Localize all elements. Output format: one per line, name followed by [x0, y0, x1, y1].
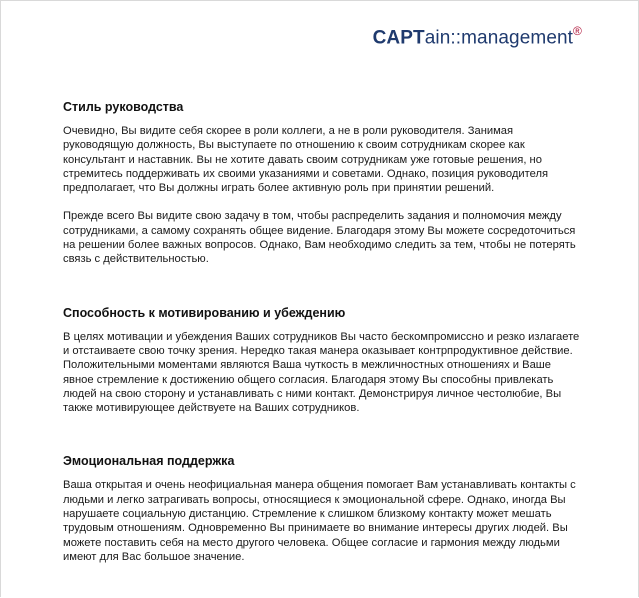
section-title: Эмоциональная поддержка: [63, 454, 235, 469]
section-paragraph: В целях мотивации и убеждения Ваших сотрудников Вы часто бескомпромиссно и резко излагаете и отстаиваете свою точку зрения. Нередко такая манера оказывает контрпродуктивное действие. Положительными моментами являются Ваша чуткость в межличностных отношениях и Ваше явное стремление к достижению общего согласия. Благодаря этому Вы способны привлекать людей на свою сторону и устанавливать с ними контакт. Демонстрируя личное честолюбие, Вы также мотивирующее действуете на Ваших сотрудников.: [63, 330, 580, 415]
section-paragraph: Очевидно, Вы видите себя скорее в роли коллеги, а не в роли руководителя. Занимая руководящую должность, Вы выступаете по отношению к своим сотрудникам скорее как консультант и наставник. Вы не хотите давать своим сотрудникам уже готовые решения, но стремитесь поддерживать их своими указаниями и советами. Однако, позиция руководителя предполагает, что Вы должны играть более активную роль при принятии решений.: [63, 125, 549, 195]
section-leadership-style: [63, 99, 583, 267]
section-emotional-support: [63, 453, 583, 564]
section-motivation: [63, 305, 583, 416]
logo-rest-text: ain::management: [424, 27, 574, 49]
logo-caps-text: CAPT: [372, 27, 425, 49]
registered-mark: ®: [573, 24, 582, 38]
section-title: Стиль руководства: [63, 100, 184, 114]
section-paragraph: Ваша открытая и очень неофициальная манера общения помогает Вам устанавливать контакты с людьми и легко затрагивать вопросы, относящиеся к эмоциональной сфере. Однако, иногда Вы нарушаете социальную дистанцию. Стремление к слишком близкому контакту может мешать трудовым отношениям. Одновременно Вы принимаете во внимание интересы других людей. Вы можете поставить себя на место другого человека. Общее согласие и гармония между людьми имеют для Вас большое значение.: [63, 479, 576, 563]
company-logo: [373, 25, 582, 49]
document-body: [63, 99, 583, 590]
section-paragraph: Прежде всего Вы видите свою задачу в том, чтобы распределить задания и полномочия между сотрудниками, а самому сохранять общее видение. Благодаря этому Вы можете сосредоточиться на решении более важных вопросов. Однако, Вам необходимо следить за тем, чтобы не потерять связь с действительностью.: [63, 210, 576, 266]
section-title: Способность к мотивированию и убеждению: [63, 305, 346, 320]
